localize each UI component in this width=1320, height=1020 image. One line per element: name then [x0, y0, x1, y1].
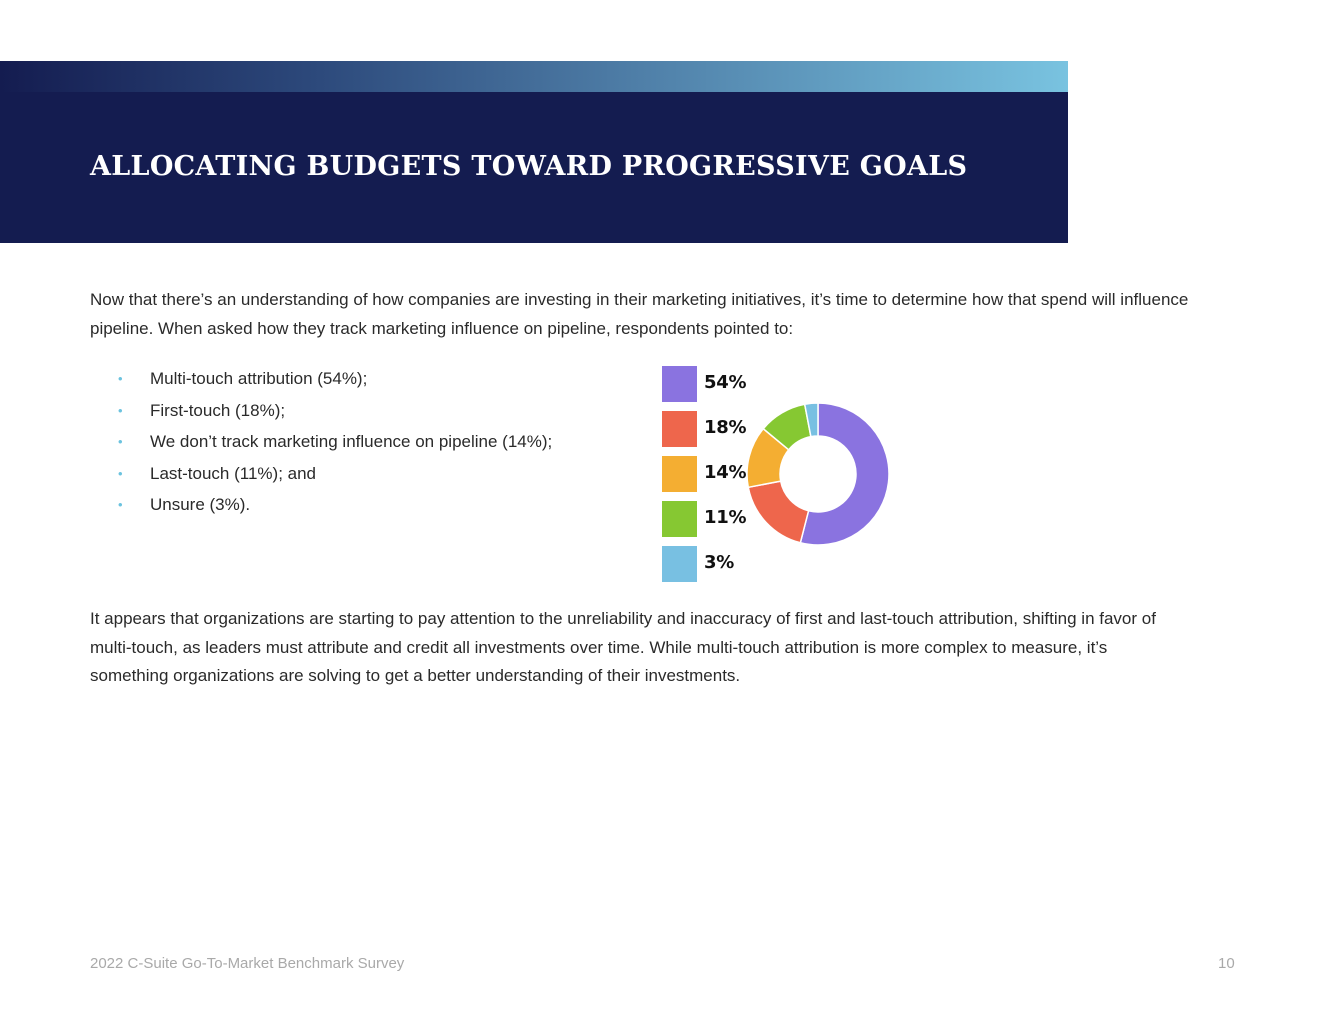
legend-swatch	[662, 411, 697, 447]
intro-paragraph: Now that there’s an understanding of how companies are investing in their marketing initiatives, it’s time to determine how that spend will influence pipeline. When asked how they track marketing influence on pipeline, respondents pointed to:	[90, 290, 1189, 338]
bullet-icon: •	[118, 371, 123, 386]
list-item-text: We don’t track marketing influence on pipeline (14%);	[150, 432, 553, 452]
donut-chart	[744, 400, 892, 548]
legend-swatch	[662, 501, 697, 537]
list-item	[118, 491, 552, 523]
list-item-text: Unsure (3%).	[150, 495, 251, 515]
legend-label: 54%	[704, 372, 747, 393]
bullet-icon: •	[118, 434, 123, 450]
conclusion-paragraph: It appears that organizations are starting to pay attention to the unreliability and inaccuracy of first and last-touch attribution, shifting in favor of multi-touch, as leaders must attribute and credit all investments over time. While multi-touch attribution is more complex to measure, it’s something organizations are solving to get a better understanding of their investments.	[90, 609, 1156, 685]
legend-label: 11%	[704, 507, 747, 528]
bullet-icon: •	[118, 497, 123, 513]
list-item-text: Last-touch (11%); and	[150, 463, 316, 483]
header-gradient-bar	[0, 61, 1068, 92]
legend-label: 3%	[704, 552, 734, 573]
legend-label: 18%	[704, 417, 747, 438]
legend-swatch	[662, 456, 697, 492]
bullet-icon: •	[118, 465, 123, 481]
list-item-text: Multi-touch attribution (54%);	[150, 369, 368, 388]
page-title: ALLOCATING BUDGETS TOWARD PROGRESSIVE GOALS	[90, 151, 968, 182]
list-item-text: First-touch (18%);	[150, 400, 286, 420]
list-item	[118, 460, 552, 492]
list-item	[118, 397, 552, 429]
list-item	[118, 365, 552, 397]
legend-swatch	[662, 366, 697, 402]
page-number: 10	[1218, 955, 1235, 972]
legend-swatch	[662, 546, 697, 582]
list-item	[118, 428, 552, 460]
bullet-list	[118, 365, 552, 523]
bullet-icon: •	[118, 402, 123, 418]
footer-title: 2022 C-Suite Go-To-Market Benchmark Survey	[90, 955, 405, 972]
legend-label: 14%	[704, 462, 747, 483]
donut-slice	[748, 481, 808, 543]
